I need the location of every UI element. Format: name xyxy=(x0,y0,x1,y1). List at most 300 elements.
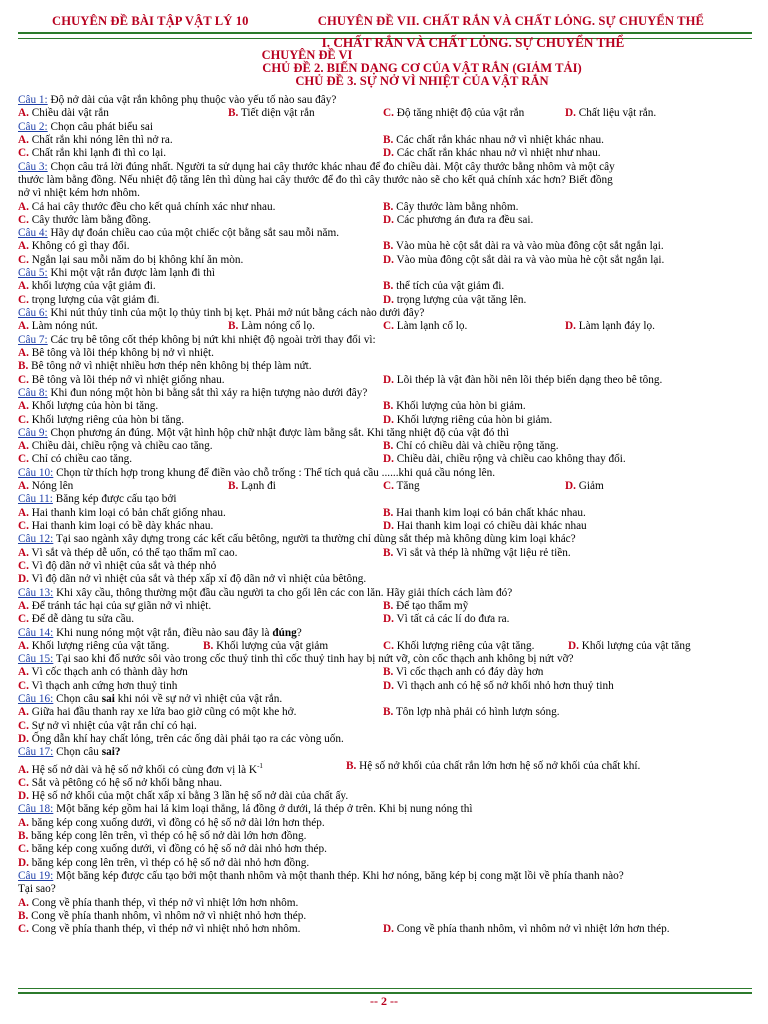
option-text: Vì tất cả các lí do đưa ra. xyxy=(393,613,510,626)
option-text: trọng lượng của vật tăng lên. xyxy=(393,293,527,306)
answer-option xyxy=(18,666,383,679)
option-row xyxy=(18,910,754,923)
question-number: Câu 7: xyxy=(18,333,48,346)
question-text: Chọn câu trả lời đúng nhất. Người ta sử dụng hai cây thước khác nhau để đo chiều dài. Một cây thước bằng nhôm và một cây xyxy=(50,160,615,173)
question-text: Chọn câu xyxy=(53,746,102,759)
answer-option xyxy=(18,560,216,573)
option-row xyxy=(18,400,754,413)
option-row xyxy=(18,666,754,679)
option-label: D. xyxy=(383,923,394,936)
option-text: Vì sắt và thép là những vật liệu rẻ tiền. xyxy=(393,546,571,559)
answer-option xyxy=(228,480,383,493)
answer-option xyxy=(18,790,348,803)
option-label: A. xyxy=(18,240,29,253)
option-label: C. xyxy=(383,107,394,120)
answer-option xyxy=(383,414,552,427)
question-text: Chọn từ thích hợp trong khung để điền vào chỗ trống : Thể tích quả cầu ......khi quả cầu nóng lên. xyxy=(53,466,496,479)
option-text: Vì độ dãn nở vì nhiệt của sắt và thép nhỏ xyxy=(28,559,217,572)
answer-option xyxy=(18,107,228,120)
answer-option xyxy=(346,760,640,777)
option-label: C. xyxy=(18,719,29,732)
answer-option xyxy=(18,857,309,870)
option-label: C. xyxy=(18,843,29,856)
question-text-tail: ? xyxy=(296,626,302,639)
option-label: B. xyxy=(383,200,394,213)
option-text: Vì thạch anh có hệ số nở khối nhỏ hơn thuỷ tinh xyxy=(393,679,614,692)
question-item xyxy=(18,803,754,870)
option-text: Để tạo thẩm mỹ xyxy=(393,599,469,612)
question-stem xyxy=(18,94,754,107)
option-text: Tôn lợp nhà phải có hình lượn sóng. xyxy=(393,706,560,719)
answer-option xyxy=(18,706,383,719)
question-item xyxy=(18,94,754,121)
question-number: Câu 6: xyxy=(18,307,48,319)
question-text: Chọn câu xyxy=(53,693,102,706)
question-stem xyxy=(18,803,754,816)
option-label: C. xyxy=(18,213,29,226)
answer-option xyxy=(18,817,325,830)
question-item xyxy=(18,427,754,467)
option-label: C. xyxy=(18,253,29,266)
question-text: Băng kép được cấu tạo bởi xyxy=(52,493,177,506)
option-text: Cong về phía thanh thép, vì thép nở vì nhiệt lớn hơn nhôm. xyxy=(28,896,299,909)
question-item xyxy=(18,334,754,387)
answer-option xyxy=(18,280,383,293)
option-text: Vì cốc thạch anh có đáy dày hơn xyxy=(393,666,544,679)
option-text: Giữa hai đầu thanh ray xe lửa bao giờ cũng có một khe hở. xyxy=(28,706,297,719)
option-text: Chiều dài, chiều rộng và chiều cao tăng. xyxy=(28,440,213,453)
option-text: Ống dẫn khí hay chất lỏng, trên các ống dài phải tạo ra các vòng uốn. xyxy=(28,733,344,745)
question-number: Câu 3: xyxy=(18,160,48,173)
option-row xyxy=(18,414,754,427)
answer-option xyxy=(568,640,748,653)
answer-option xyxy=(18,547,383,560)
answer-option xyxy=(383,254,664,267)
answer-option xyxy=(18,507,383,520)
option-row xyxy=(18,560,754,573)
option-label: C. xyxy=(18,293,29,306)
answer-option xyxy=(383,666,543,679)
answer-option xyxy=(383,107,565,120)
option-label: B. xyxy=(18,829,29,842)
option-text: thể tích của vật giảm đi. xyxy=(393,280,505,293)
option-label: D. xyxy=(383,147,394,160)
answer-option xyxy=(565,480,745,493)
running-header xyxy=(18,10,754,32)
option-row xyxy=(18,613,754,626)
question-stem xyxy=(18,121,754,134)
option-text: Làm lạnh đáy lọ. xyxy=(575,320,655,333)
option-label: A. xyxy=(18,506,29,519)
option-row xyxy=(18,733,754,746)
question-item xyxy=(18,267,754,307)
question-item xyxy=(18,467,754,494)
option-row xyxy=(18,640,754,653)
option-text: Chiều dài, chiều rộng và chiều cao không thay đổi. xyxy=(393,453,626,466)
option-text: Vào mùa hè cột sắt dài ra và vào mùa đông cột sắt ngắn lại. xyxy=(393,240,664,253)
option-text: Cong về phía thanh nhôm, vì nhôm nở vì nhiệt lớn hơn thép. xyxy=(393,923,670,936)
option-row xyxy=(18,360,754,373)
option-row xyxy=(18,347,754,360)
question-number: Câu 14: xyxy=(18,626,54,639)
question-emphasis: sai? xyxy=(101,746,121,759)
option-text: Cả hai cây thước đều cho kết quả chính xác như nhau. xyxy=(28,200,276,213)
option-label: D. xyxy=(18,790,29,802)
answer-option xyxy=(18,414,383,427)
option-text: Làm nóng nút. xyxy=(28,320,98,333)
option-text: Để dễ dàng tu sửa cầu. xyxy=(28,613,135,626)
option-row xyxy=(18,520,754,533)
option-label: D. xyxy=(383,413,394,426)
question-number: Câu 18: xyxy=(18,803,54,816)
answer-option xyxy=(203,640,383,653)
option-text: Hệ số nở dài và hệ số nở khối có cùng đơn vị là K xyxy=(28,763,258,776)
option-label: A. xyxy=(18,280,29,293)
question-item xyxy=(18,533,754,586)
question-number: Câu 15: xyxy=(18,653,54,666)
option-row xyxy=(18,680,754,693)
question-emphasis: đúng xyxy=(272,626,297,639)
answer-option xyxy=(383,134,604,147)
answer-option xyxy=(18,440,383,453)
option-label: D. xyxy=(565,320,576,333)
option-label: A. xyxy=(18,706,29,719)
question-number: Câu 16: xyxy=(18,693,54,706)
option-text: Hai thanh kim loại có chiều dài khác nhau xyxy=(393,520,587,532)
question-item xyxy=(18,693,754,746)
option-row xyxy=(18,760,754,777)
option-text: Các chất rắn khác nhau nở vì nhiệt khác nhau. xyxy=(393,133,604,146)
option-row xyxy=(18,857,754,870)
option-label: C. xyxy=(383,320,394,333)
option-row xyxy=(18,294,754,307)
question-stem-line xyxy=(18,883,754,896)
answer-option xyxy=(18,374,383,387)
option-row xyxy=(18,897,754,910)
question-item xyxy=(18,121,754,161)
option-label: C. xyxy=(383,639,394,652)
question-stem xyxy=(18,307,754,320)
option-row xyxy=(18,817,754,830)
answer-option xyxy=(18,400,383,413)
option-label: C. xyxy=(18,559,29,572)
option-text: băng kép cong lên trên, vì thép có hệ số nở dài lớn hơn đồng. xyxy=(28,829,307,842)
option-row xyxy=(18,720,754,733)
option-label: D. xyxy=(383,520,394,532)
option-text: Chất liệu vật rắn. xyxy=(575,107,657,120)
option-text: Hai thanh kim loại có bản chất giống nhau. xyxy=(28,506,226,519)
option-row xyxy=(18,440,754,453)
answer-option xyxy=(18,733,344,746)
question-text: Khi xây cầu, thông thường một đầu cầu người ta cho gối lên các con lăn. Hãy giải thích cách làm đó? xyxy=(53,586,513,599)
option-text: Chất rắn khi lạnh đi thì co lại. xyxy=(28,147,167,160)
option-text: Các phương án đưa ra đều sai. xyxy=(393,213,534,226)
question-number: Câu 10: xyxy=(18,466,54,479)
option-row xyxy=(18,280,754,293)
option-text: Cây thước làm bằng nhôm. xyxy=(393,200,519,213)
answer-option xyxy=(565,107,745,120)
answer-option xyxy=(18,640,203,653)
question-text: Khi nung nóng một vật rắn, điều nào sau đây là xyxy=(53,626,273,639)
question-text: Hãy dự đoán chiều cao của một chiếc cột bằng sắt sau mỗi năm. xyxy=(47,227,340,240)
option-text: Bê tông và lõi thép không bị nở vì nhiệt. xyxy=(28,346,214,359)
option-label: D. xyxy=(18,733,29,745)
answer-option xyxy=(228,320,383,333)
question-stem-line xyxy=(18,187,754,200)
option-row xyxy=(18,830,754,843)
answer-option xyxy=(383,214,533,227)
answer-option xyxy=(383,507,586,520)
option-label: C. xyxy=(18,453,29,466)
question-number: Câu 2: xyxy=(18,120,48,133)
option-row xyxy=(18,480,754,493)
option-label: D. xyxy=(568,639,579,652)
question-number: Câu 8: xyxy=(18,386,48,399)
option-label: C. xyxy=(18,613,29,626)
option-label: A. xyxy=(18,816,29,829)
option-label: D. xyxy=(383,453,394,466)
option-label: D. xyxy=(565,480,576,493)
option-label: D. xyxy=(18,573,29,586)
option-label: A. xyxy=(18,440,29,453)
option-label: C. xyxy=(18,147,29,160)
question-number: Câu 9: xyxy=(18,426,48,439)
answer-option xyxy=(18,214,383,227)
question-item xyxy=(18,161,754,228)
question-item xyxy=(18,870,754,937)
option-label: C. xyxy=(383,480,394,493)
question-stem xyxy=(18,627,754,640)
question-stem xyxy=(18,746,754,759)
option-label: A. xyxy=(18,546,29,559)
option-text: Làm lạnh cổ lọ. xyxy=(393,320,468,333)
option-label: A. xyxy=(18,480,29,493)
option-label: A. xyxy=(18,599,29,612)
option-row xyxy=(18,923,754,936)
option-text: Chất rắn khi nóng lên thì nở ra. xyxy=(28,133,173,146)
option-label: C. xyxy=(18,776,29,789)
option-row xyxy=(18,843,754,856)
option-text: Chỉ có chiều cao tăng. xyxy=(28,453,133,466)
question-stem xyxy=(18,387,754,400)
option-label: B. xyxy=(346,759,357,772)
question-number: Câu 19: xyxy=(18,869,54,882)
option-text: Vì cốc thạch anh có thành dày hơn xyxy=(28,666,188,679)
answer-option xyxy=(18,453,383,466)
question-stem-line xyxy=(18,174,754,187)
option-text: Bê tông và lõi thép nở vì nhiệt giống nhau. xyxy=(28,373,225,386)
question-text: Tại sao? xyxy=(18,883,56,896)
question-stem xyxy=(18,653,754,666)
answer-option xyxy=(18,201,383,214)
option-row xyxy=(18,777,754,790)
section-titles xyxy=(18,36,752,88)
answer-option xyxy=(18,777,222,790)
option-label: D. xyxy=(383,679,394,692)
option-text: Sự nở vì nhiệt của vật rắn chỉ có hại. xyxy=(28,719,197,732)
option-text: Khối lượng riêng của hòn bi tăng. xyxy=(28,413,185,426)
question-stem xyxy=(18,467,754,480)
option-text: Hai thanh kim loại có bề dày khác nhau. xyxy=(28,520,214,532)
answer-option xyxy=(383,480,565,493)
option-text: Tiết diện vật rắn xyxy=(238,107,315,120)
answer-option xyxy=(18,760,346,777)
answer-option xyxy=(383,280,504,293)
answer-option xyxy=(18,910,306,923)
question-text: Chọn phương án đúng. Một vật hình hộp chữ nhật được làm bằng sắt. Khi tăng nhiệt độ của vật đó thì xyxy=(47,426,510,439)
option-text: Hệ số nở khối của chất rắn lớn hơn hệ số nở khối của chất khí. xyxy=(356,759,641,772)
option-label: D. xyxy=(383,293,394,306)
option-text: Không có gì thay đổi. xyxy=(28,240,130,253)
option-text: băng kép cong xuống dưới, vì đồng có hệ số nở dài lớn hơn thép. xyxy=(28,816,325,829)
option-text: Sắt và pêtông có hệ số nở khối bằng nhau. xyxy=(28,776,223,789)
option-row xyxy=(18,600,754,613)
option-label: D. xyxy=(383,373,394,386)
answer-option xyxy=(383,320,565,333)
answer-option xyxy=(383,440,559,453)
question-stem xyxy=(18,267,754,280)
answer-option xyxy=(18,897,298,910)
question-text: nở vì nhiệt kém hơn nhôm. xyxy=(18,187,140,200)
option-label: B. xyxy=(18,909,29,922)
answer-option xyxy=(383,923,670,936)
question-stem-line xyxy=(18,161,754,174)
option-label: B. xyxy=(228,107,239,120)
question-item xyxy=(18,746,754,803)
answer-option xyxy=(383,400,526,413)
question-text: Một băng kép được cấu tạo bởi một thanh nhôm và một thanh thép. Khi hơ nóng, băng kép bị cong mặt lồi về phía thanh nào? xyxy=(56,869,624,882)
question-stem xyxy=(18,533,754,546)
answer-option xyxy=(383,680,614,693)
question-item xyxy=(18,493,754,533)
option-label: A. xyxy=(18,200,29,213)
question-text: Độ nở dài của vật rắn không phụ thuộc vào yếu tố nào sau đây? xyxy=(47,94,337,106)
question-text: Khi nút thủy tinh của một lọ thủy tinh bị kẹt. Phải mở nút bằng cách nào dưới đây? xyxy=(47,307,425,319)
question-text: Chọn câu phát biểu sai xyxy=(47,120,153,133)
option-label: A. xyxy=(18,320,29,333)
option-label: B. xyxy=(383,599,394,612)
option-label: D. xyxy=(383,613,394,626)
option-text: Ngắn lại sau mỗi năm do bị không khí ăn mòn. xyxy=(28,253,244,266)
page-number: -- 2 -- xyxy=(370,994,398,1008)
question-item xyxy=(18,653,754,693)
option-text: Khối lượng riêng của vật tăng. xyxy=(393,639,535,652)
option-text: trọng lượng của vật giảm đi. xyxy=(28,293,160,306)
option-text: băng kép cong xuống dưới, vì đồng có hệ số nở dài nhỏ hơn thép. xyxy=(28,843,327,856)
question-stem xyxy=(18,493,754,506)
question-number: Câu 11: xyxy=(18,493,53,506)
answer-option xyxy=(18,134,383,147)
answer-option xyxy=(383,547,571,560)
question-number: Câu 17: xyxy=(18,746,54,759)
answer-option xyxy=(18,830,306,843)
option-text: Bê tông nở vì nhiệt nhiều hơn thép nên không bị thép làm nứt. xyxy=(28,360,312,373)
question-item xyxy=(18,387,754,427)
option-label: B. xyxy=(18,360,29,373)
answer-option xyxy=(228,107,383,120)
answer-option xyxy=(18,720,197,733)
option-label: A. xyxy=(18,763,29,776)
option-text: Vào mùa đông cột sắt dài ra và vào mùa hè cột sắt ngắn lại. xyxy=(393,253,665,266)
question-stem xyxy=(18,587,754,600)
option-label: A. xyxy=(18,666,29,679)
option-row xyxy=(18,147,754,160)
option-row xyxy=(18,790,754,803)
answer-option xyxy=(565,320,745,333)
topic-title-3: CHỦ ĐỀ 3. SỰ NỞ VÌ NHIỆT CỦA VẬT RẮN xyxy=(295,74,549,88)
answer-option xyxy=(18,600,383,613)
option-label: B. xyxy=(203,639,214,652)
option-row xyxy=(18,240,754,253)
answer-option xyxy=(383,294,526,307)
answer-option xyxy=(18,680,383,693)
option-text: Cây thước làm bằng đồng. xyxy=(28,213,151,226)
question-stem xyxy=(18,693,754,706)
option-row xyxy=(18,107,754,120)
option-text: Hai thanh kim loại có bản chất khác nhau. xyxy=(393,506,586,519)
option-text: băng kép cong lên trên, vì thép có hệ số nở dài nhỏ hơn đồng. xyxy=(28,856,310,869)
option-label: B. xyxy=(383,280,394,293)
answer-option xyxy=(383,453,626,466)
option-text: Vì sắt và thép dễ uốn, có thể tạo thẩm mĩ cao. xyxy=(28,546,238,559)
answer-option xyxy=(383,240,664,253)
option-text: Các chất rắn khác nhau nở vì nhiệt như nhau. xyxy=(393,147,601,160)
question-number: Câu 12: xyxy=(18,533,54,546)
option-row xyxy=(18,320,754,333)
option-text: Nóng lên xyxy=(28,480,74,493)
question-stem xyxy=(18,334,754,347)
question-text: Một băng kép gồm hai lá kim loại thẳng, lá đồng ở dưới, lá thép ở trên. Khi bị nung nóng thì xyxy=(53,803,473,816)
option-text: khối lượng của vật giảm đi. xyxy=(28,280,156,293)
question-text: Tại sao khi đổ nước sôi vào trong cốc thuỷ tinh thì cốc thuỷ tinh hay bị nứt vỡ, còn cốc thạch anh không bị nứt vỡ? xyxy=(53,653,574,666)
option-label: A. xyxy=(18,896,29,909)
answer-option xyxy=(383,600,468,613)
option-label: A. xyxy=(18,639,29,652)
option-label: B. xyxy=(383,546,394,559)
answer-option xyxy=(18,923,383,936)
question-item xyxy=(18,307,754,334)
option-label: B. xyxy=(383,133,394,146)
question-number: Câu 13: xyxy=(18,586,54,599)
question-list xyxy=(18,94,754,936)
answer-option xyxy=(18,613,383,626)
option-row xyxy=(18,706,754,719)
answer-option xyxy=(18,240,383,253)
answer-option xyxy=(18,480,228,493)
option-text: Làm nóng cổ lọ. xyxy=(238,320,315,333)
option-text: Chỉ có chiều dài và chiều rộng tăng. xyxy=(393,440,559,453)
option-label: B. xyxy=(228,480,239,493)
option-label: D. xyxy=(565,107,576,120)
option-label: A. xyxy=(18,107,29,120)
question-number: Câu 5: xyxy=(18,267,48,280)
question-text: thước làm bằng đồng. Nếu nhiệt độ tăng lên thì dùng hai cây thước để đo thì cây thước nào sẽ cho kết quả chính xác hơn? Biết đồng xyxy=(18,173,613,186)
option-row xyxy=(18,374,754,387)
answer-option xyxy=(383,640,568,653)
option-text: Khối lượng của vật giảm xyxy=(213,639,329,652)
answer-option xyxy=(18,294,383,307)
option-label: A. xyxy=(18,346,29,359)
option-text: Chiều dài vật rắn xyxy=(28,107,109,120)
answer-option xyxy=(383,201,518,214)
answer-option xyxy=(18,347,214,360)
option-text: Để tránh tác hại của sự giãn nở vì nhiệt. xyxy=(28,599,212,612)
question-stem-line xyxy=(18,870,754,883)
option-text: Khối lượng riêng của hòn bi giảm. xyxy=(393,413,553,426)
answer-option xyxy=(383,374,662,387)
option-row xyxy=(18,573,754,586)
option-text: Cong về phía thanh thép, vì thép nở vì nhiệt nhỏ hơn nhôm. xyxy=(28,923,301,936)
